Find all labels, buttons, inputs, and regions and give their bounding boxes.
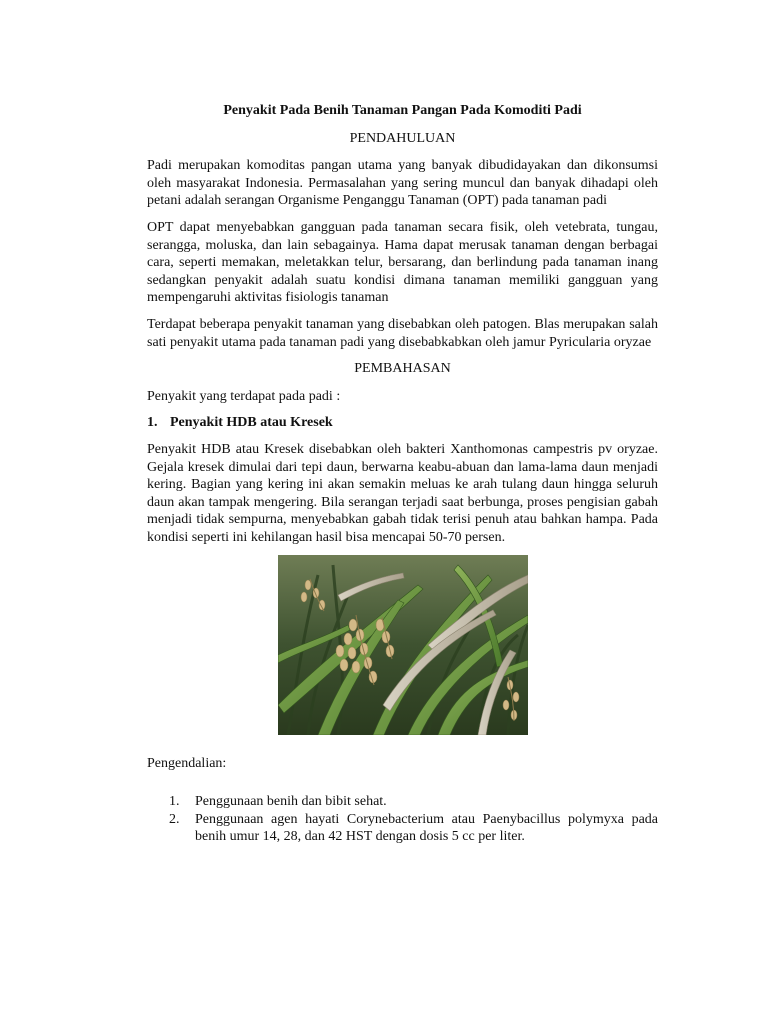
- document-body: [147, 102, 658, 846]
- intro-heading: PENDAHULUAN: [349, 130, 456, 146]
- list-item-text: Penggunaan agen hayati Corynebacterium atau Paenybacillus polymyxa pada benih umur 14, 28, dan 42 HST dengan dosis 5 cc per liter.: [195, 811, 658, 845]
- control-label: Pengendalian:: [147, 756, 227, 772]
- control-list: [147, 793, 658, 846]
- document-title: Penyakit Pada Benih Tanaman Pangan Pada Komoditi Padi: [223, 103, 582, 118]
- disease-number: 1.: [147, 415, 158, 431]
- list-item: [147, 793, 658, 811]
- discussion-heading: PEMBAHASAN: [354, 361, 451, 377]
- intro-paragraph: Padi merupakan komoditas pangan utama yang banyak dibudidayakan dan dikonsumsi oleh masyarakat Indonesia. Permasalahan yang sering muncul dan banyak dihadapi oleh petani adalah serangan Organisme Penganggu Tanaman (OPT) pada tanaman padi: [147, 158, 658, 209]
- disease-description: Penyakit HDB atau Kresek disebabkan oleh bakteri Xanthomonas campestris pv oryzae. Gejala kresek dimulai dari tepi daun, berwarna keabu-abuan dan lama-lama daun menjadi kering. Bagian yang kering ini akan semakin meluas ke arah tulang daun hingga seluruh daun akan tampak mengering. Bila serangan terjadi saat berbunga, proses pengisian gabah menjadi tidak sempurna, menyebabkan gabah tidak terisi penuh atau bahkan hampa. Pada kondisi seperti ini kehilangan hasil bisa mencapai 50-70 persen.: [147, 441, 658, 545]
- list-item-number: 2.: [169, 811, 180, 827]
- disease-heading: [147, 414, 658, 432]
- intro-paragraph: Terdapat beberapa penyakit tanaman yang disebabkan oleh patogen. Blas merupakan salah sati penyakit utama pada tanaman padi yang disebabkabkan oleh jamur Pyricularia oryzae: [147, 316, 658, 350]
- list-item: [147, 811, 658, 846]
- rice-photo: [147, 555, 658, 735]
- list-item-number: 1.: [169, 794, 180, 810]
- discussion-intro: Penyakit yang terdapat pada padi :: [147, 388, 341, 404]
- intro-paragraph: OPT dapat menyebabkan gangguan pada tanaman secara fisik, oleh vetebrata, tungau, serangga, moluska, dan lain sebagainya. Hama dapat merusak tanaman dengan berbagai cara, seperti memakan, meletakkan telur, bersarang, dan berlindung pada tanaman inang sedangkan penyakit adalah suatu kondisi dimana tanaman memiliki gangguan yang mempengaruhi aktivitas fisiologis tanaman: [147, 219, 658, 306]
- list-item-text: Penggunaan benih dan bibit sehat.: [195, 794, 387, 810]
- rice-blight-image: [278, 555, 528, 735]
- disease-title: Penyakit HDB atau Kresek: [170, 415, 333, 431]
